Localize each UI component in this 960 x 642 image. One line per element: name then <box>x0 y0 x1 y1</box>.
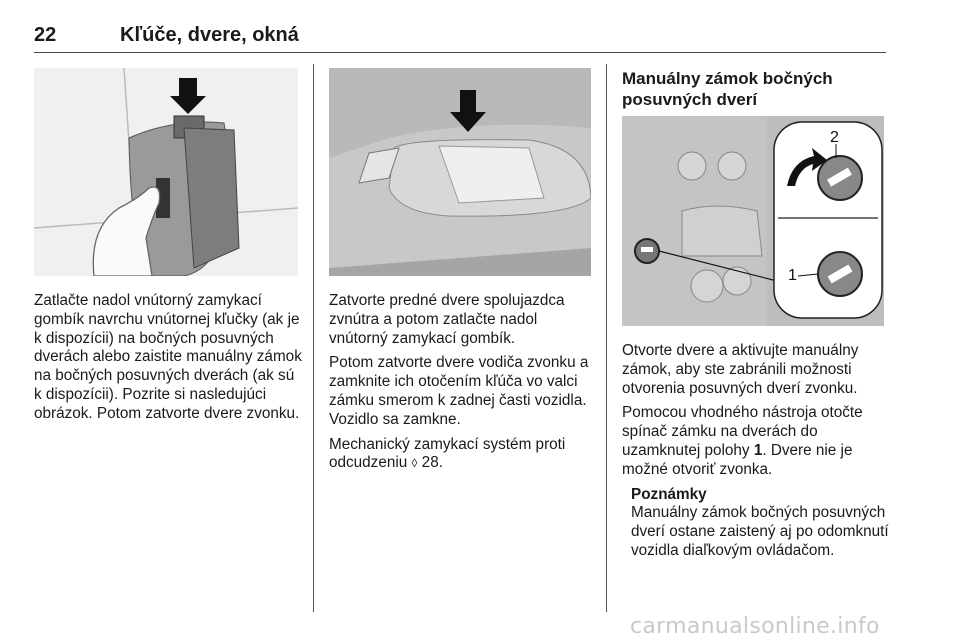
paragraph-text: Pomocou vhodného nástroja otočte spínač zámku na dverách do uzamknutej polohy <box>622 404 863 459</box>
paragraph-text: . Dvere nie je možné otvoriť zvonka. <box>622 441 853 478</box>
body-paragraph: Otvorte dvere a aktivujte manuálny zámok, aby ste zabránili možnosti otvorenia posuvných dverí zvonku. <box>622 342 859 397</box>
column-2-text <box>329 292 597 479</box>
xref-text: Mechanický zamykací systém proti odcudzeniu <box>329 435 566 472</box>
figure-sliding-door-manual-lock <box>622 116 884 326</box>
position-label-1: 1 <box>788 267 797 284</box>
body-paragraph: Zatvorte predné dvere spolujazdca zvnútra a potom zatlačte nadol vnútorný zamykací gombík. <box>329 292 565 347</box>
note-title: Poznámky <box>631 485 707 503</box>
position-reference: 1 <box>753 441 763 459</box>
watermark: carmanualsonline.info <box>630 614 880 639</box>
column-divider <box>313 64 314 612</box>
page-header <box>34 22 886 53</box>
note-text: Manuálny zámok bočných posuvných dverí ostane zaistený aj po odomknutí vozidla diaľkovým ovládačom. <box>631 504 889 559</box>
page-number: 22 <box>34 24 57 46</box>
column-1-text <box>34 292 302 430</box>
column-divider <box>606 64 607 612</box>
body-paragraph <box>329 436 597 474</box>
body-paragraph: Zatlačte nadol vnútorný zamykací gombík navrchu vnútornej kľučky (ak je k dispozícii) na bočných posuvných dverách alebo zaistite manuálny zámok na bočných posuvných dverách (ak sú k dispozícii). Pozrite si nasledujúci obrázok. Potom zatvorte dvere zvonku. <box>34 292 302 422</box>
page-reference-icon: ◊ <box>411 456 418 471</box>
chapter-title: Kľúče, dvere, okná <box>120 24 299 46</box>
column-3-text <box>622 342 890 561</box>
body-paragraph <box>622 404 890 479</box>
figure-door-handle-lock-button <box>34 68 298 276</box>
section-heading: Manuálny zámok bočných posuvných dverí <box>622 69 833 109</box>
body-paragraph: Potom zatvorte dvere vodiča zvonku a zamknite ich otočením kľúča vo valci zámku smerom k zadnej časti vozidla. Vozidlo sa zamkne. <box>329 354 589 428</box>
page-reference-number: 28. <box>417 454 443 472</box>
note-block <box>631 486 890 561</box>
figure-interior-door-handle <box>329 68 591 276</box>
position-label-2: 2 <box>830 129 839 146</box>
